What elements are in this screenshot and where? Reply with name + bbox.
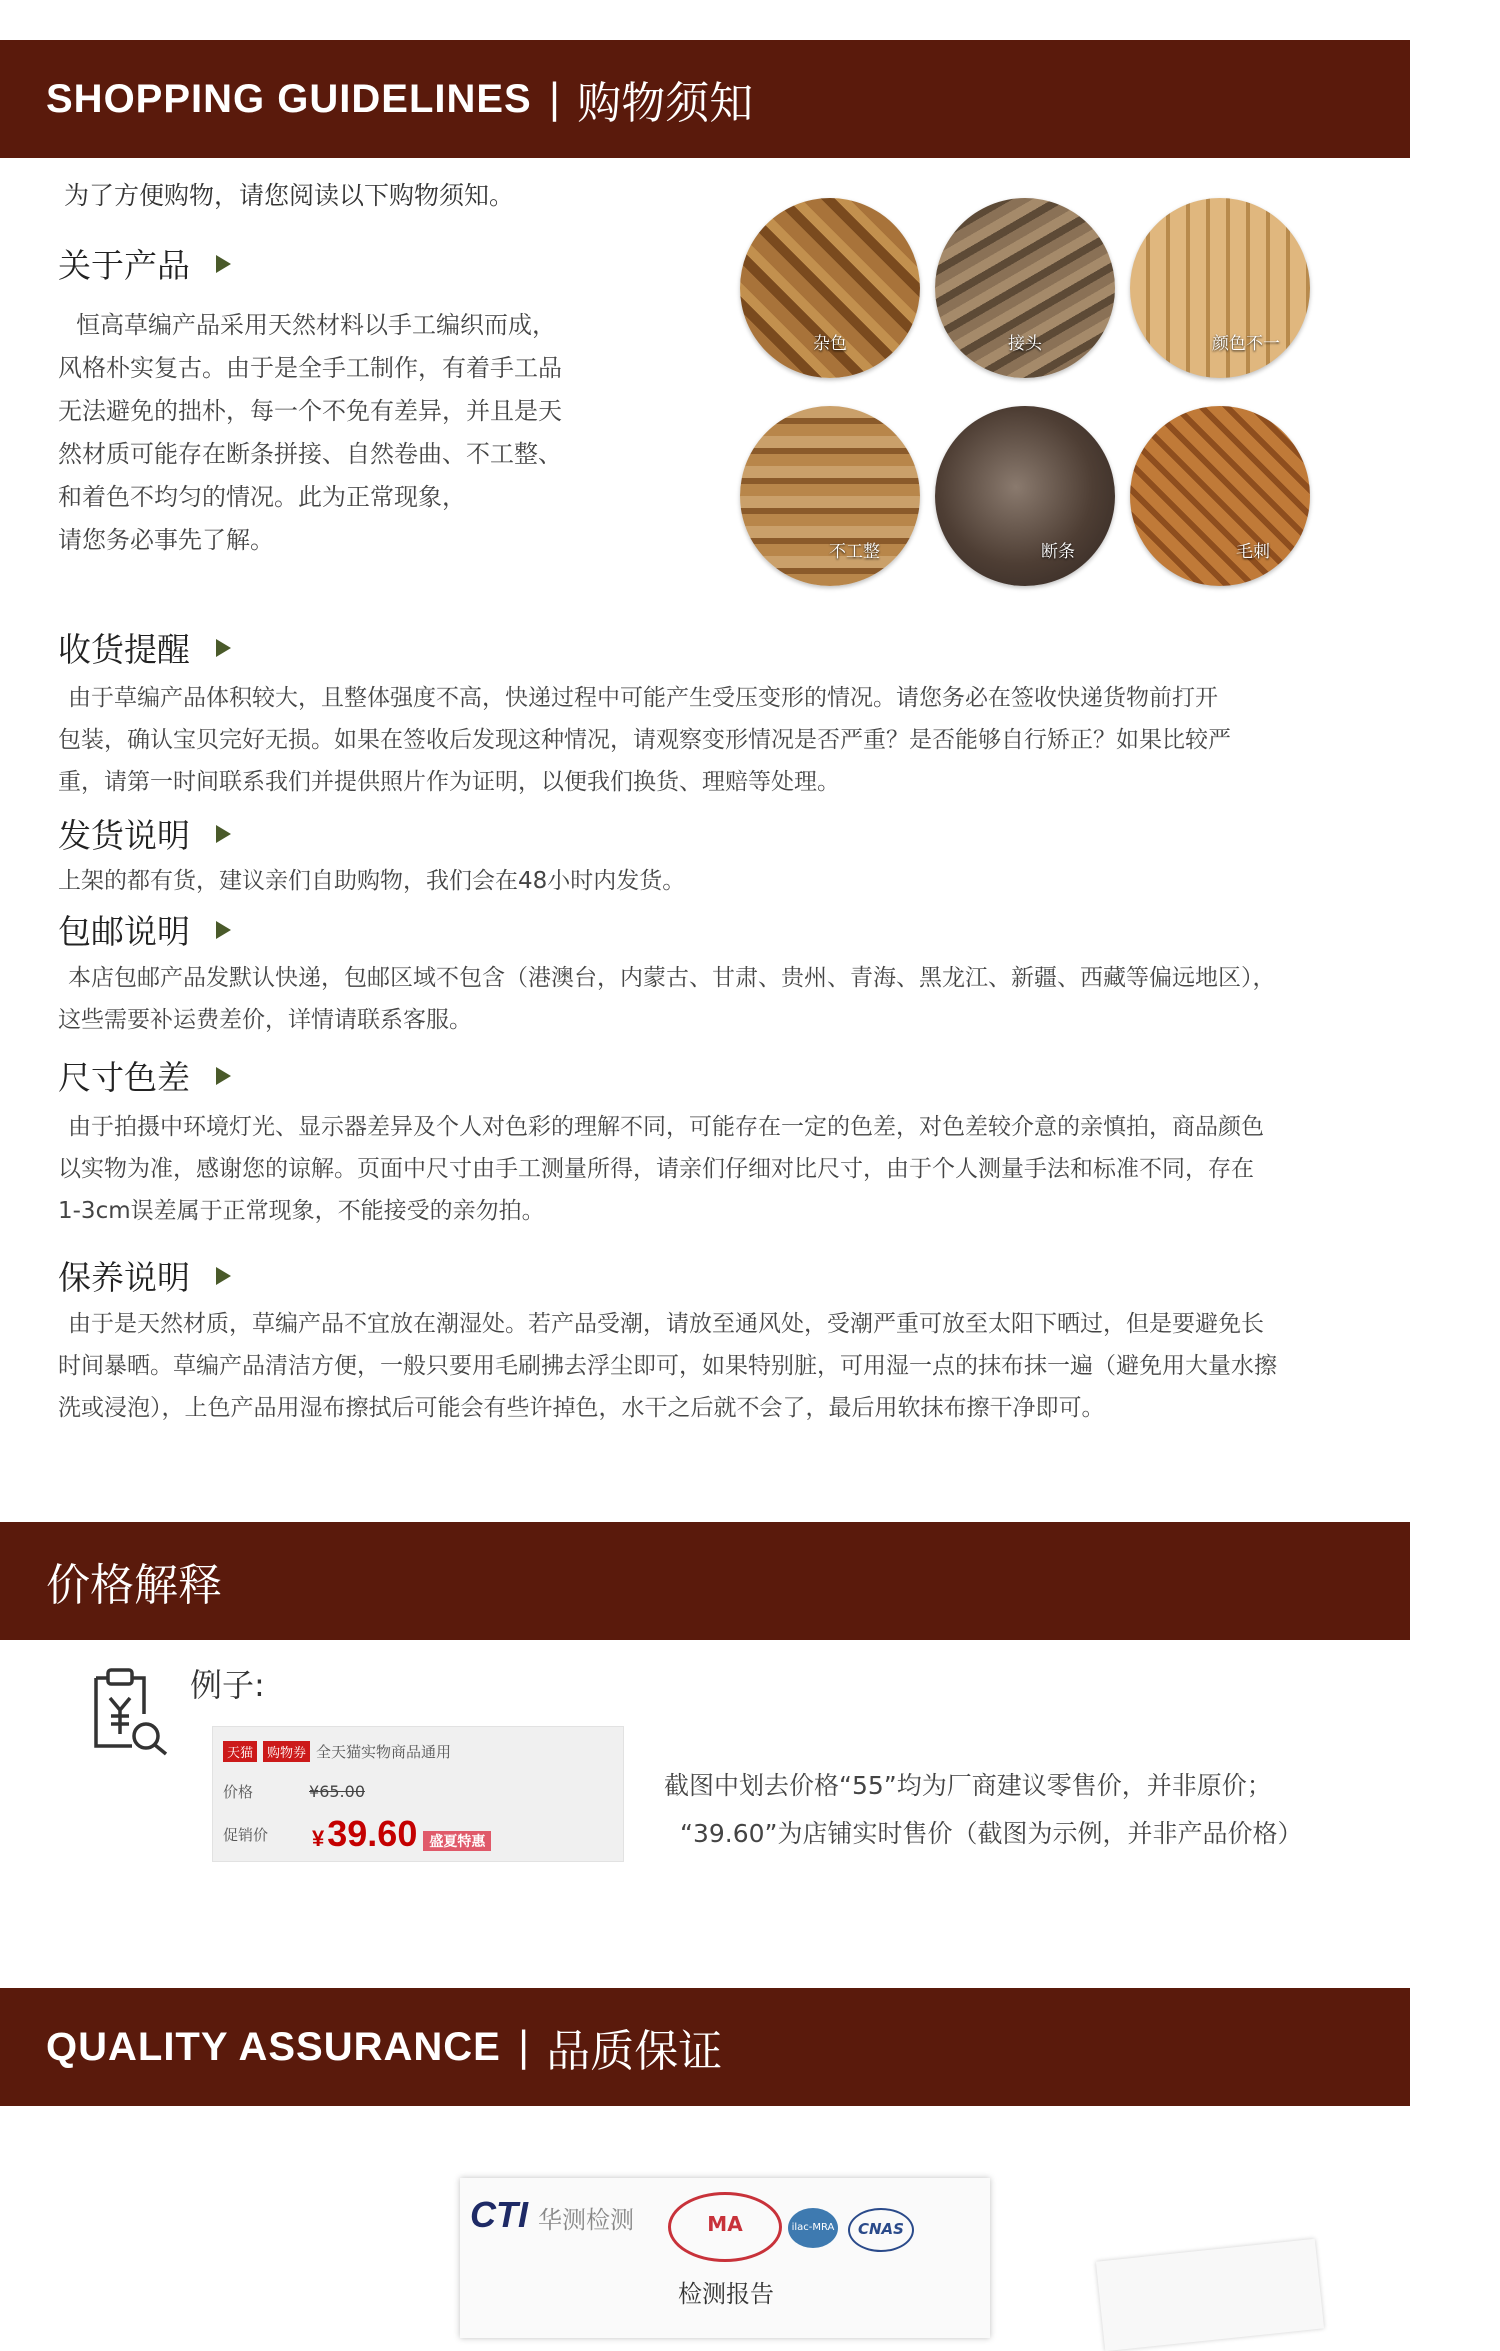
tmall-tag: 天猫 <box>223 1741 257 1762</box>
heading-care <box>58 1252 231 1299</box>
text-line: 上架的都有货，建议亲们自助购物，我们会在48小时内发货。 <box>58 868 686 894</box>
thumbnail-burr <box>1130 406 1310 586</box>
heading-shipping <box>58 810 231 857</box>
thumbnail-label: 不工整 <box>829 542 880 562</box>
promo-badge: 盛夏特惠 <box>423 1831 491 1851</box>
promo-price-value: 39.60 <box>327 1813 418 1854</box>
heading-shipping-label: 发货说明 <box>58 816 190 855</box>
heading-receipt <box>58 624 231 671</box>
heading-receipt-label: 收货提醒 <box>58 630 190 669</box>
banner-title-zh: 价格解释 <box>46 1560 222 1611</box>
thumbnail-label: 杂色 <box>813 334 847 354</box>
product-paragraph <box>58 304 562 562</box>
text-line: 由于是天然材质，草编产品不宜放在潮湿处。若产品受潮，请放至通风处，受潮严重可放至太阳下晒过，但是要避免长 <box>68 1311 1264 1337</box>
heading-free-shipping-label: 包邮说明 <box>58 912 190 951</box>
original-price: ¥65.00 <box>309 1782 365 1801</box>
text-line: 恒高草编产品采用天然材料以手工编织而成， <box>76 311 556 339</box>
text-line: 无法避免的拙朴，每一个不免有差异，并且是天 <box>58 397 562 425</box>
text-line: 由于草编产品体积较大，且整体强度不高，快递过程中可能产生受压变形的情况。请您务必在签收快递货物前打开 <box>68 685 1218 711</box>
cti-logo: CTI <box>470 2194 528 2235</box>
size-color-paragraph <box>58 1106 1264 1232</box>
cti-org-name: 华测检测 <box>538 2206 634 2234</box>
test-report-certificate <box>460 2178 990 2338</box>
text-line: 这些需要补运费差价，详情请联系客服。 <box>58 1007 472 1033</box>
shopping-coupon-tag: 购物券 <box>263 1741 310 1762</box>
heading-size-color <box>58 1052 231 1099</box>
thumbnail-label: 接头 <box>1008 334 1042 354</box>
banner-separator: | <box>516 2024 531 2070</box>
free-shipping-paragraph <box>58 957 1276 1041</box>
price-screenshot-example <box>212 1726 624 1862</box>
text-line: 洗或浸泡），上色产品用湿布擦拭后可能会有些许掉色，水干之后就不会了，最后用软抹布擦干净即可。 <box>58 1395 1105 1421</box>
shopping-guidelines-banner <box>0 40 1410 158</box>
text-line: 请您务必事先了解。 <box>58 526 274 554</box>
thumbnail-label: 颜色不一 <box>1212 334 1280 354</box>
coupon-tag-text: 全天猫实物商品通用 <box>316 1743 452 1761</box>
price-tag-clipboard-icon <box>82 1664 174 1756</box>
thumbnail-irregular <box>740 406 920 586</box>
ilac-mra-logo: ilac-MRA <box>788 2208 838 2248</box>
thumbnail-label: 断条 <box>1041 542 1075 562</box>
thumbnail-uneven-color <box>1130 198 1310 378</box>
quality-assurance-banner <box>0 1988 1410 2106</box>
text-line: 由于拍摄中环境灯光、显示器差异及个人对色彩的理解不同，可能存在一定的色差，对色差较介意的亲慎拍，商品颜色 <box>68 1114 1264 1140</box>
thumbnail-mixed-color <box>740 198 920 378</box>
arrow-right-icon <box>216 1267 231 1285</box>
text-line: 风格朴实复古。由于是全手工制作，有着手工品 <box>58 354 562 382</box>
report-title: 检测报告 <box>678 2280 774 2308</box>
text-line: 本店包邮产品发默认快递，包邮区域不包含（港澳台，内蒙古、甘肃、贵州、青海、黑龙江、新疆、西藏等偏远地区）， <box>68 965 1276 991</box>
heading-free-shipping <box>58 906 231 953</box>
intro-text: 为了方便购物，请您阅读以下购物须知。 <box>64 181 515 210</box>
price-explanation-banner <box>0 1522 1410 1640</box>
banner-separator: | <box>547 76 562 122</box>
heading-product-label: 关于产品 <box>58 246 190 285</box>
second-certificate-page <box>1096 2239 1324 2351</box>
banner-title-zh: 品质保证 <box>546 2026 723 2077</box>
price-note <box>664 1762 1302 1858</box>
thumbnail-label: 毛刺 <box>1236 542 1270 562</box>
thumbnail-joint <box>935 198 1115 378</box>
text-line: 重，请第一时间联系我们并提供照片作为证明，以便我们换货、理赔等处理。 <box>58 769 840 795</box>
care-paragraph <box>58 1303 1277 1429</box>
heading-size-color-label: 尺寸色差 <box>58 1058 190 1097</box>
arrow-right-icon <box>216 639 231 657</box>
banner-title-zh: 购物须知 <box>577 78 754 129</box>
receipt-paragraph <box>58 677 1231 803</box>
text-line: 包装，确认宝贝完好无损。如果在签收后发现这种情况，请观察变形情况是否严重？是否能够自行矫正？如果比较严 <box>58 727 1231 753</box>
text-line: 截图中划去价格“55”均为厂商建议零售价，并非原价； <box>664 1771 1272 1800</box>
promo-price-row <box>223 1813 491 1855</box>
arrow-right-icon <box>216 255 231 273</box>
text-line: 然材质可能存在断条拼接、自然卷曲、不工整、 <box>58 440 562 468</box>
arrow-right-icon <box>216 921 231 939</box>
banner-title-en: QUALITY ASSURANCE <box>46 2024 501 2069</box>
heading-care-label: 保养说明 <box>58 1258 190 1297</box>
cma-seal: MA <box>668 2192 782 2262</box>
price-label: 价格 <box>223 1783 254 1801</box>
example-label: 例子: <box>190 1666 265 1704</box>
arrow-right-icon <box>216 825 231 843</box>
text-line: 1-3cm误差属于正常现象，不能接受的亲勿拍。 <box>58 1198 545 1224</box>
shipping-paragraph <box>58 860 685 902</box>
promo-price-label: 促销价 <box>223 1825 269 1844</box>
arrow-right-icon <box>216 1067 231 1085</box>
text-line: 时间暴晒。草编产品清洁方便，一般只要用毛刷拂去浮尘即可，如果特别脏，可用湿一点的抹布抹一遍（避免用大量水擦 <box>58 1353 1277 1379</box>
material-thumbnails <box>740 198 1330 588</box>
currency-symbol: ¥ <box>312 1826 325 1851</box>
promo-price <box>312 1813 491 1855</box>
heading-product <box>58 240 231 287</box>
thumbnail-broken-strand <box>935 406 1115 586</box>
cnas-logo: CNAS <box>848 2208 914 2252</box>
text-line: “39.60”为店铺实时售价（截图为示例，并非产品价格） <box>680 1819 1303 1848</box>
text-line: 和着色不均匀的情况。此为正常现象， <box>58 483 466 511</box>
original-price-row <box>223 1781 365 1802</box>
text-line: 以实物为准，感谢您的谅解。页面中尺寸由手工测量所得，请亲们仔细对比尺寸，由于个人测量手法和标准不同，存在 <box>58 1156 1254 1182</box>
coupon-tag-row <box>223 1741 451 1762</box>
banner-title-en: SHOPPING GUIDELINES <box>46 76 532 121</box>
